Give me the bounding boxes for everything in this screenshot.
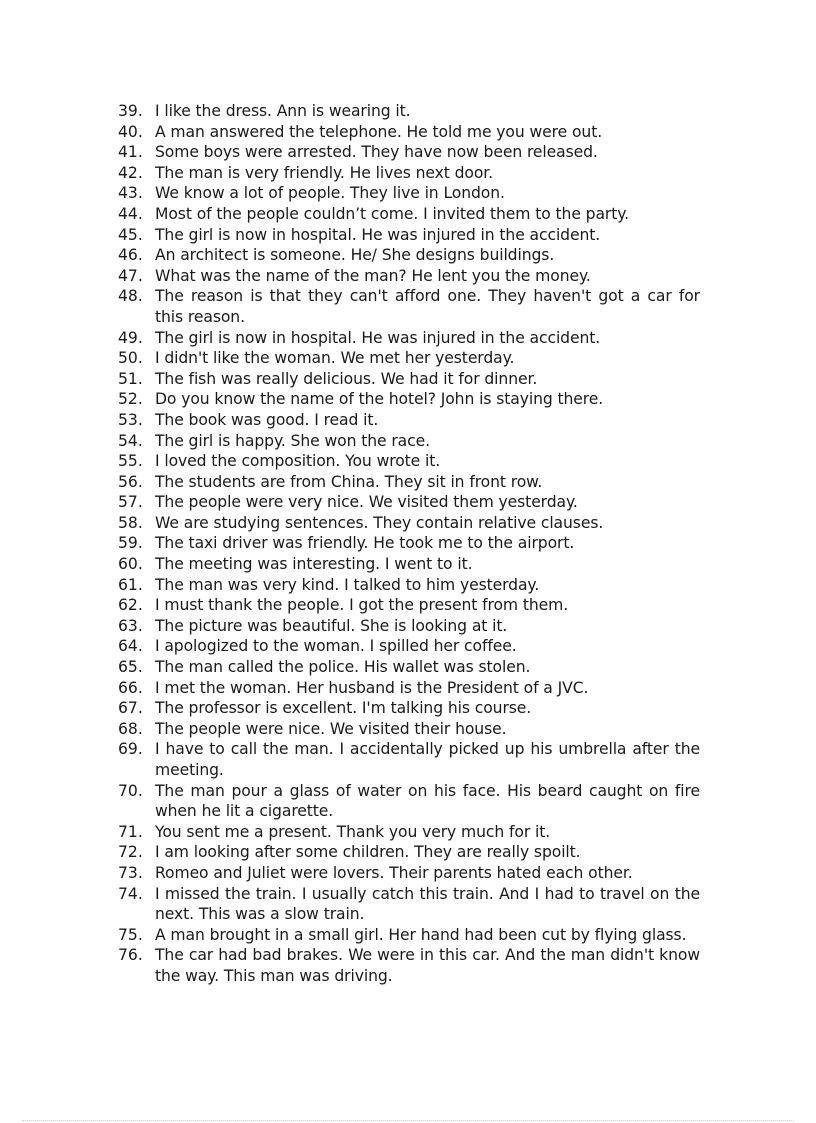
- item-text: What was the name of the man? He lent you the money.: [155, 266, 591, 285]
- item-text: The meeting was interesting. I went to it.: [155, 555, 473, 574]
- item-number: 59.: [118, 534, 143, 553]
- item-text: A man brought in a small girl. Her hand had been cut by flying glass.: [155, 925, 687, 944]
- exercise-item: [118, 616, 700, 637]
- item-text: The picture was beautiful. She is looking at it.: [155, 616, 508, 635]
- item-number: 47.: [118, 266, 143, 285]
- exercise-item: [118, 389, 700, 410]
- exercise-item: [118, 636, 700, 657]
- item-text: I missed the train. I usually catch this train. And I had to travel on the next. This was a slow train.: [155, 884, 700, 924]
- item-text: The girl is happy. She won the race.: [155, 431, 430, 450]
- item-number: 50.: [118, 349, 143, 368]
- exercise-item: [118, 822, 700, 843]
- item-text: An architect is someone. He/ She designs buildings.: [155, 246, 555, 265]
- exercise-item: [118, 925, 700, 946]
- item-text: I apologized to the woman. I spilled her coffee.: [155, 637, 517, 656]
- exercise-item: [118, 575, 700, 596]
- item-number: 76.: [118, 946, 143, 965]
- item-text: I didn't like the woman. We met her yesterday.: [155, 349, 515, 368]
- exercise-item: [118, 719, 700, 740]
- exercise-list: [118, 101, 700, 987]
- item-text: The man is very friendly. He lives next door.: [155, 163, 493, 182]
- item-number: 58.: [118, 513, 143, 532]
- item-number: 69.: [118, 740, 143, 759]
- item-number: 65.: [118, 658, 143, 677]
- exercise-item: [118, 657, 700, 678]
- exercise-item: [118, 142, 700, 163]
- exercise-item: [118, 678, 700, 699]
- item-text: The people were very nice. We visited them yesterday.: [155, 493, 578, 512]
- item-text: You sent me a present. Thank you very much for it.: [155, 822, 551, 841]
- exercise-item: [118, 842, 700, 863]
- exercise-item: [118, 781, 700, 822]
- exercise-item: [118, 739, 700, 780]
- item-number: 73.: [118, 863, 143, 882]
- item-number: 46.: [118, 246, 143, 265]
- item-text: We know a lot of people. They live in London.: [155, 184, 505, 203]
- exercise-item: [118, 122, 700, 143]
- item-text: The students are from China. They sit in front row.: [155, 472, 543, 491]
- item-text: Some boys were arrested. They have now been released.: [155, 143, 598, 162]
- item-text: The people were nice. We visited their house.: [155, 719, 507, 738]
- item-text: A man answered the telephone. He told me you were out.: [155, 122, 603, 141]
- exercise-item: [118, 451, 700, 472]
- item-number: 42.: [118, 163, 143, 182]
- exercise-item: [118, 884, 700, 925]
- item-number: 44.: [118, 204, 143, 223]
- item-number: 57.: [118, 493, 143, 512]
- item-number: 53.: [118, 410, 143, 429]
- item-number: 75.: [118, 925, 143, 944]
- item-number: 67.: [118, 699, 143, 718]
- item-text: The reason is that they can't afford one. They haven't got a car for this reason.: [155, 287, 700, 326]
- item-number: 56.: [118, 472, 143, 491]
- exercise-item: [118, 698, 700, 719]
- item-number: 61.: [118, 575, 143, 594]
- item-number: 48.: [118, 287, 143, 306]
- exercise-item: [118, 225, 700, 246]
- item-number: 63.: [118, 616, 143, 635]
- item-text: The taxi driver was friendly. He took me to the airport.: [155, 534, 575, 553]
- item-text: The man called the police. His wallet was stolen.: [155, 658, 531, 677]
- item-number: 64.: [118, 637, 143, 656]
- item-text: We are studying sentences. They contain relative clauses.: [155, 513, 604, 532]
- item-number: 72.: [118, 843, 143, 862]
- exercise-item: [118, 472, 700, 493]
- item-number: 68.: [118, 719, 143, 738]
- exercise-item: [118, 595, 700, 616]
- exercise-item: [118, 369, 700, 390]
- exercise-item: [118, 533, 700, 554]
- item-number: 51.: [118, 369, 143, 388]
- exercise-item: [118, 410, 700, 431]
- item-text: I am looking after some children. They are really spoilt.: [155, 843, 581, 862]
- item-number: 41.: [118, 143, 143, 162]
- item-text: I like the dress. Ann is wearing it.: [155, 102, 411, 120]
- item-text: Do you know the name of the hotel? John is staying there.: [155, 390, 604, 409]
- item-text: I must thank the people. I got the present from them.: [155, 596, 569, 615]
- exercise-item: [118, 101, 700, 122]
- exercise-item: [118, 863, 700, 884]
- item-text: The professor is excellent. I'm talking his course.: [155, 699, 532, 718]
- exercise-item: [118, 348, 700, 369]
- item-number: 54.: [118, 431, 143, 450]
- item-number: 39.: [118, 102, 143, 120]
- item-text: The fish was really delicious. We had it for dinner.: [155, 369, 538, 388]
- item-number: 43.: [118, 184, 143, 203]
- exercise-item: [118, 204, 700, 225]
- exercise-item: [118, 328, 700, 349]
- item-text: The girl is now in hospital. He was injured in the accident.: [155, 225, 601, 244]
- exercise-item: [118, 945, 700, 986]
- item-text: I met the woman. Her husband is the President of a JVC.: [155, 678, 589, 697]
- exercise-item: [118, 245, 700, 266]
- exercise-item: [118, 266, 700, 287]
- item-text: The car had bad brakes. We were in this car. And the man didn't know the way. This man was driving.: [155, 946, 700, 985]
- item-text: The man was very kind. I talked to him yesterday.: [155, 575, 540, 594]
- item-number: 70.: [118, 781, 143, 800]
- item-number: 62.: [118, 596, 143, 615]
- item-number: 60.: [118, 555, 143, 574]
- item-number: 71.: [118, 822, 143, 841]
- item-number: 40.: [118, 122, 143, 141]
- item-text: The girl is now in hospital. He was injured in the accident.: [155, 328, 601, 347]
- item-number: 49.: [118, 328, 143, 347]
- exercise-item: [118, 163, 700, 184]
- item-number: 66.: [118, 678, 143, 697]
- exercise-item: [118, 513, 700, 534]
- item-number: 55.: [118, 452, 143, 471]
- item-text: I have to call the man. I accidentally picked up his umbrella after the meeting.: [155, 740, 700, 779]
- exercise-item: [118, 431, 700, 452]
- item-text: The man pour a glass of water on his face. His beard caught on fire when he lit a cigarette.: [155, 781, 700, 821]
- exercise-item: [118, 183, 700, 204]
- exercise-item: [118, 554, 700, 575]
- item-text: Romeo and Juliet were lovers. Their parents hated each other.: [155, 863, 633, 882]
- page-bottom-divider: [22, 1120, 794, 1121]
- item-text: I loved the composition. You wrote it.: [155, 452, 441, 471]
- item-number: 45.: [118, 225, 143, 244]
- item-number: 52.: [118, 390, 143, 409]
- exercise-item: [118, 492, 700, 513]
- exercise-item: [118, 286, 700, 327]
- item-number: 74.: [118, 884, 143, 903]
- item-text: The book was good. I read it.: [155, 410, 379, 429]
- item-text: Most of the people couldn’t come. I invited them to the party.: [155, 204, 630, 223]
